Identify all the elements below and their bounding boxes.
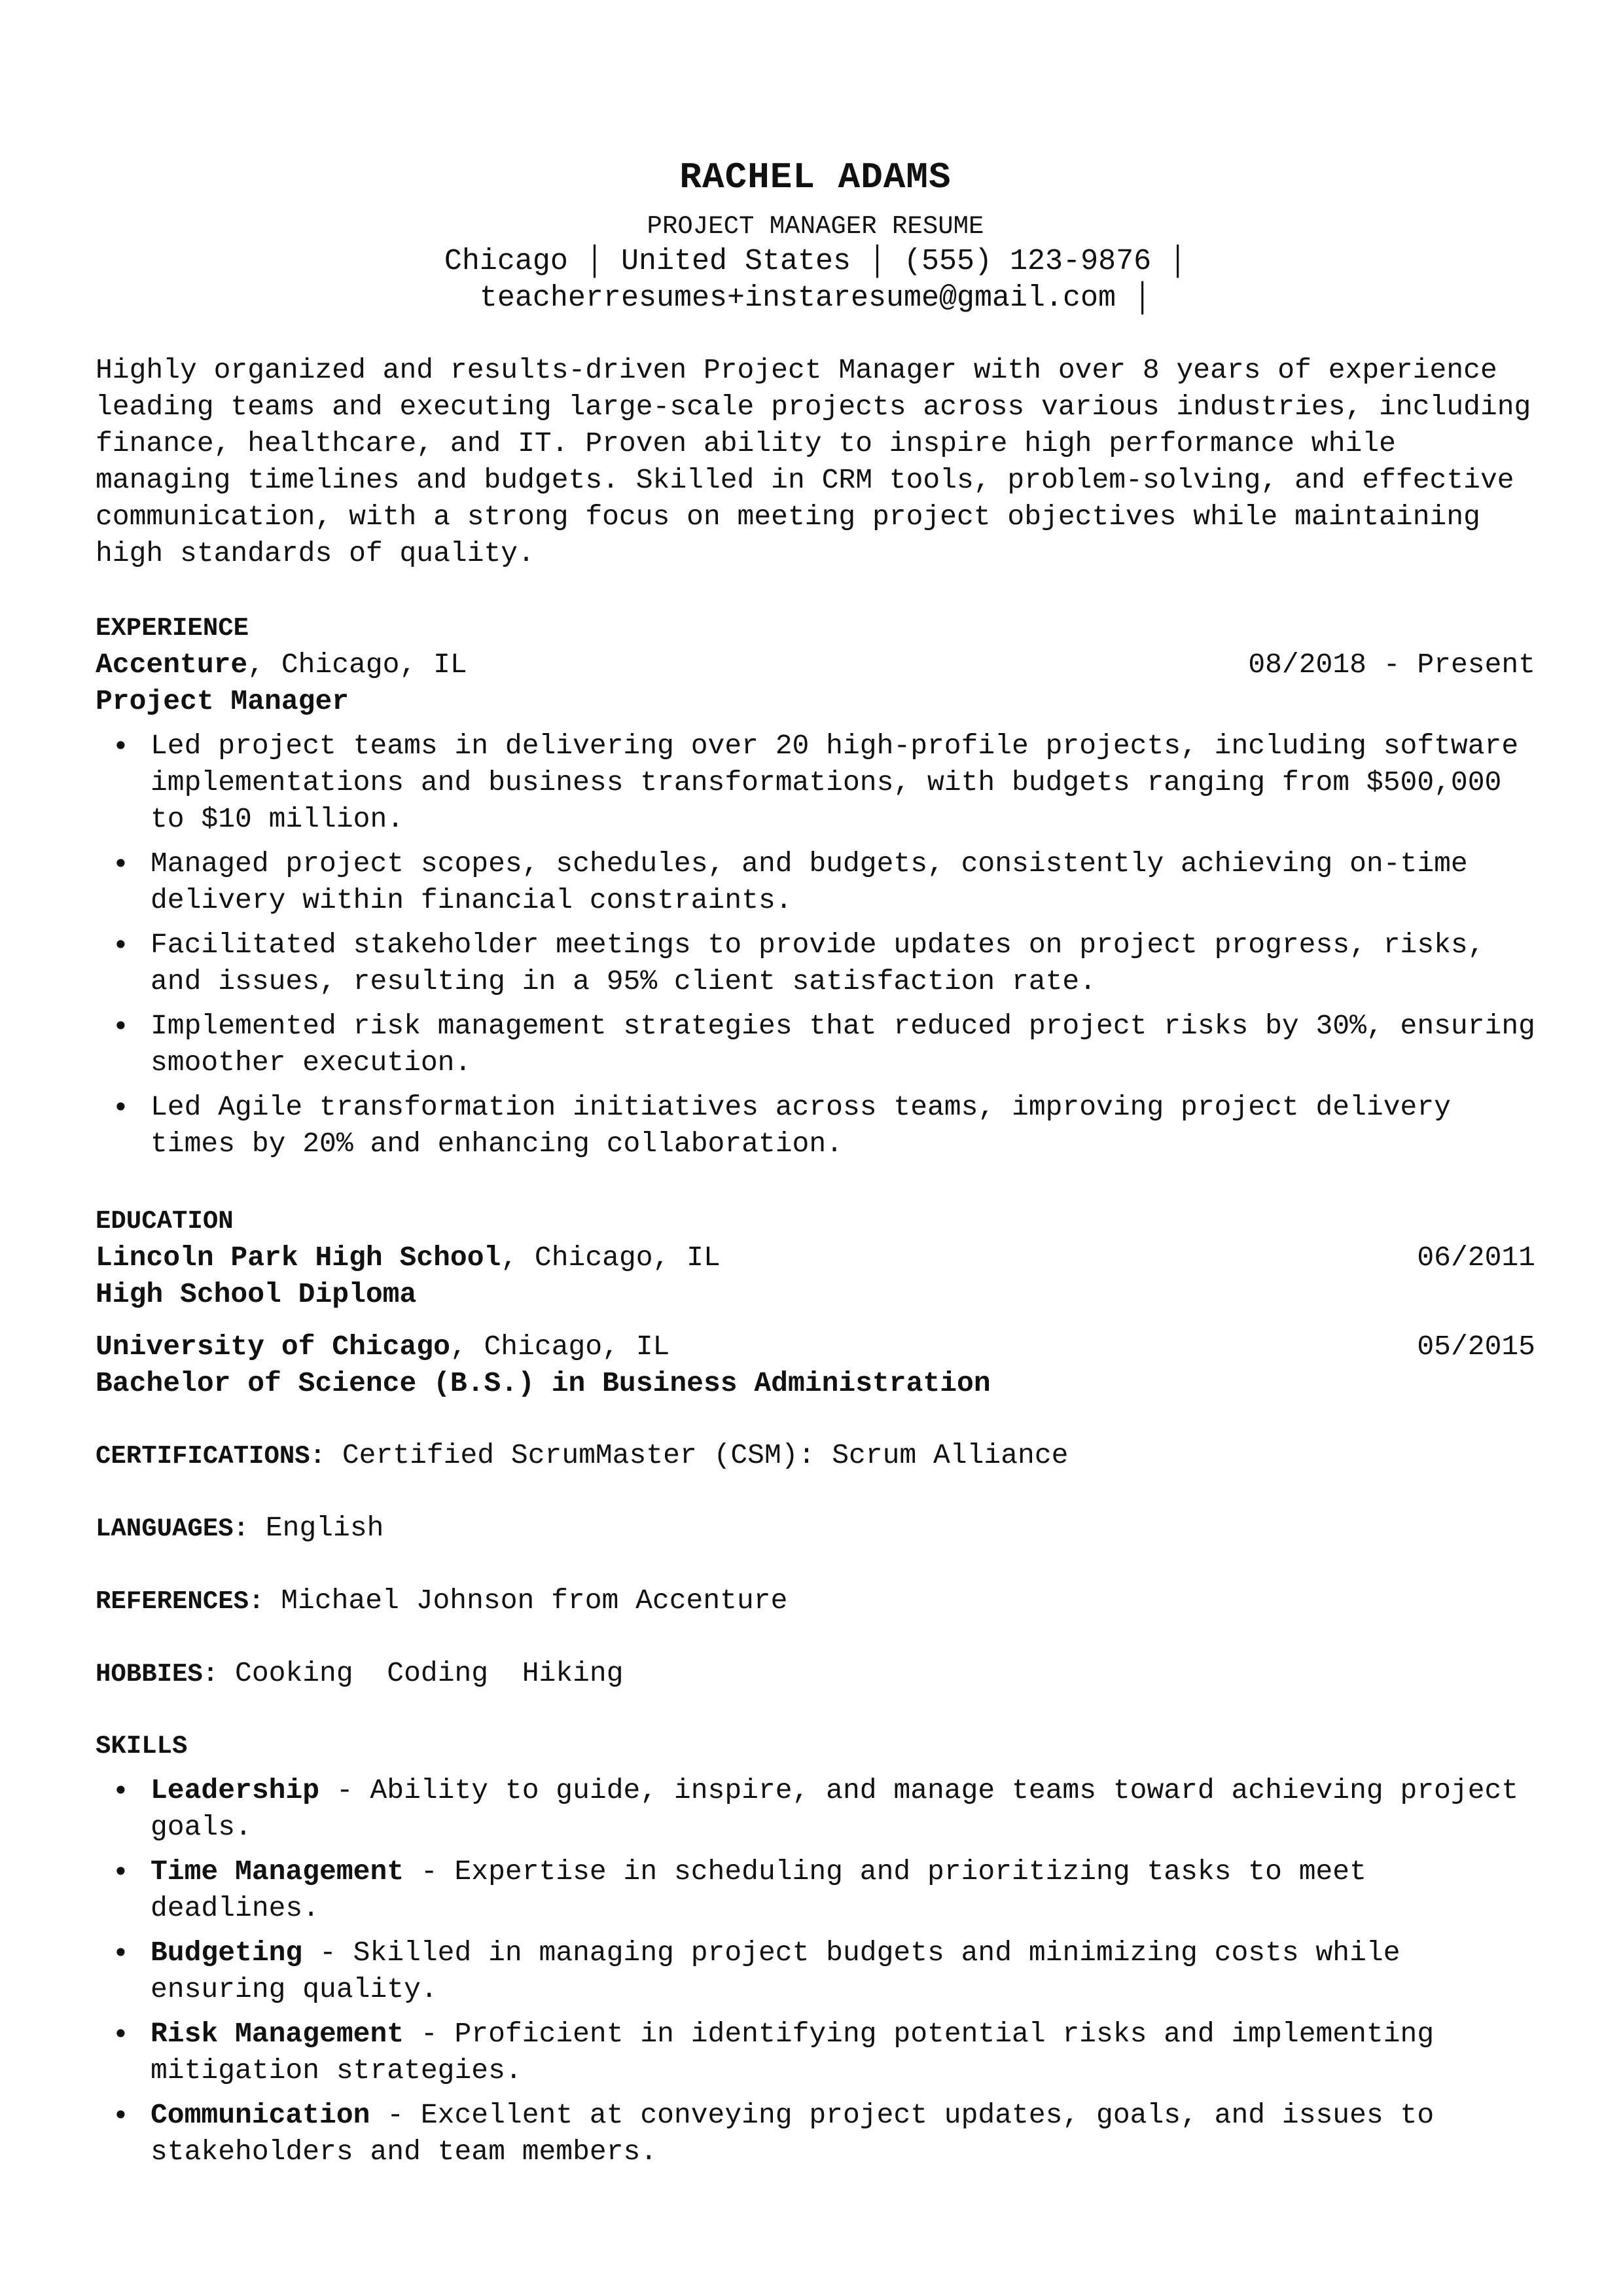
languages-section	[96, 1510, 1535, 1547]
job-bullet: • Led Agile transformation initiatives across teams, improving project delivery times by 20% and enhancing collaboration.	[96, 1089, 1535, 1162]
job-employer	[96, 647, 467, 683]
job-bullets	[96, 728, 1535, 1162]
skill-description: - Excellent at conveying project updates, goals, and issues to stakeholders and team members.	[151, 2099, 1435, 2168]
certifications-section	[96, 1437, 1535, 1475]
hobbies-section	[96, 1655, 1535, 1693]
skill-item	[96, 1772, 1535, 1846]
skill-item	[96, 1935, 1535, 2008]
job-bullet: • Facilitated stakeholder meetings to provide updates on project progress, risks, and issues, resulting in a 95% client satisfaction rate.	[96, 927, 1535, 1000]
education-school: Lincoln Park High School	[96, 1242, 501, 1274]
education-location: , Chicago, IL	[501, 1242, 721, 1274]
experience-section	[96, 610, 1535, 1162]
education-heading: EDUCATION	[96, 1207, 234, 1236]
job-dates: 08/2018 - Present	[1248, 649, 1535, 681]
skills-heading: SKILLS	[96, 1732, 188, 1761]
education-date: 06/2011	[1417, 1242, 1535, 1274]
education-school: University of Chicago	[96, 1331, 450, 1363]
references-label: REFERENCES:	[96, 1587, 264, 1616]
languages-value: English	[249, 1512, 384, 1544]
skill-description: - Skilled in managing project budgets and minimizing costs while ensuring quality.	[151, 1937, 1400, 2005]
skills-section	[96, 1728, 1535, 2170]
education-institution	[96, 1240, 721, 1276]
skill-item	[96, 2097, 1535, 2170]
education-date: 05/2015	[1417, 1331, 1535, 1363]
references-section	[96, 1583, 1535, 1620]
education-degree: High School Diploma	[96, 1278, 417, 1310]
skill-description: - Expertise in scheduling and prioritizing tasks to meet deadlines.	[151, 1856, 1366, 1924]
job-title: Project Manager	[96, 685, 349, 717]
skill-item	[96, 2016, 1535, 2089]
skill-description: - Proficient in identifying potential risks and implementing mitigation strategies.	[151, 2018, 1435, 2087]
job-location: , Chicago, IL	[247, 649, 467, 681]
job-bullet: • Led project teams in delivering over 20 high-profile projects, including software implementations and business transformations, with budgets ranging from $500,000 to $10 million.	[96, 728, 1535, 838]
hobbies-value: Cooking Coding Hiking	[218, 1657, 624, 1689]
skill-name: Risk Management	[151, 2018, 404, 2050]
education-location: , Chicago, IL	[450, 1331, 670, 1363]
resume-subtitle: PROJECT MANAGER RESUME	[647, 212, 984, 241]
hobbies-label: HOBBIES:	[96, 1660, 219, 1689]
education-entry	[96, 1329, 1535, 1402]
experience-heading: EXPERIENCE	[96, 614, 249, 643]
languages-label: LANGUAGES:	[96, 1515, 249, 1543]
contact-line-location-phone: Chicago │ United States │ (555) 123-9876 │	[444, 245, 1187, 278]
job-header	[96, 647, 1535, 683]
education-header	[96, 1329, 1535, 1365]
resume-content	[96, 151, 1535, 2178]
job-bullet: • Managed project scopes, schedules, and budgets, consistently achieving on-time delivery within financial constraints.	[96, 846, 1535, 919]
skill-description: - Ability to guide, inspire, and manage teams toward achieving project goals.	[151, 1774, 1519, 1843]
candidate-name: RACHEL ADAMS	[679, 156, 952, 198]
job-company: Accenture	[96, 649, 248, 681]
contact-line-email: teacherresumes+instaresume@gmail.com │	[479, 281, 1152, 315]
education-entry	[96, 1240, 1535, 1313]
certifications-value: Certified ScrumMaster (CSM): Scrum Alliance	[325, 1439, 1069, 1471]
job-bullet: • Implemented risk management strategies that reduced project risks by 30%, ensuring smoother execution.	[96, 1008, 1535, 1081]
skill-name: Communication	[151, 2099, 370, 2131]
skill-item	[96, 1854, 1535, 1927]
professional-summary: Highly organized and results-driven Project Manager with over 8 years of experience leading teams and executing large-scale projects across various industries, including finance, healthcare, and IT. Proven ability to inspire high performance while managing timelines and budgets. Skilled in CRM tools, problem-solving, and effective communication, with a strong focus on meeting project objectives while maintaining high standards of quality.	[96, 354, 1531, 569]
certifications-label: CERTIFICATIONS:	[96, 1442, 326, 1471]
education-section	[96, 1203, 1535, 1402]
education-degree: Bachelor of Science (B.S.) in Business Administration	[96, 1367, 991, 1399]
skill-name: Budgeting	[151, 1937, 303, 1969]
education-institution	[96, 1329, 669, 1365]
skills-list	[96, 1772, 1535, 2170]
references-value: Michael Johnson from Accenture	[264, 1585, 788, 1617]
skill-name: Leadership	[151, 1774, 320, 1806]
education-header	[96, 1240, 1535, 1276]
skill-name: Time Management	[151, 1856, 404, 1888]
